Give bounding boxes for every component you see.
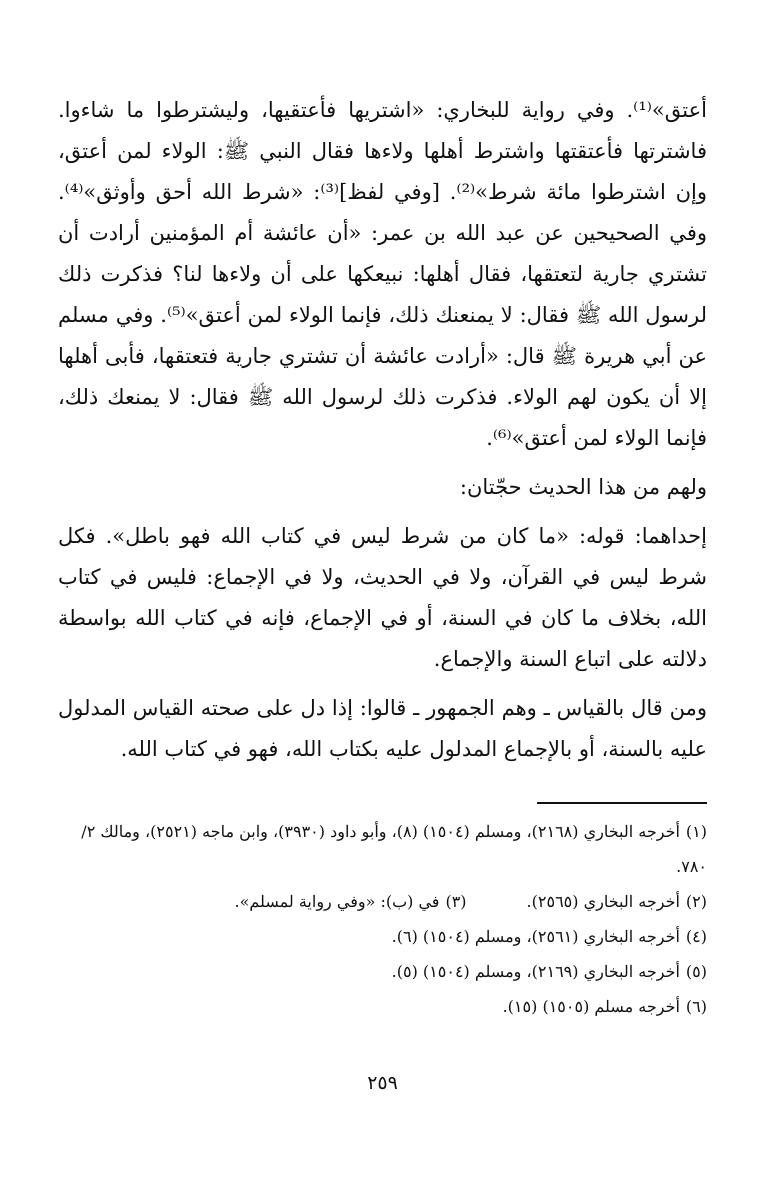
footnote-text: أخرجه البخاري (٢١٦٨)، ومسلم (١٥٠٤) (٨)، وأبو داود (٣٩٣٠)، وابن ماجه (٢٥٢١)، ومالك ٢/ ٧٨٠.	[81, 822, 707, 876]
footnote-3	[235, 884, 467, 919]
footnote-4	[58, 919, 707, 954]
footnote-divider	[537, 802, 707, 804]
footnote-number: (٤)	[685, 927, 707, 946]
footnote-number: (٢)	[685, 892, 707, 911]
footnotes	[58, 814, 707, 1024]
paragraph-qiyas: ومن قال بالقياس ـ وهم الجمهور ـ قالوا: إذا دل على صحته القياس المدلول عليه بالسنة، أو بالإجماع المدلول عليه بكتاب الله، فهو في كتاب الله.	[58, 696, 707, 761]
footnote-text: أخرجه البخاري (٢٥٦١)، ومسلم (١٥٠٤) (٦).	[391, 927, 680, 946]
footnote-text: في (ب): «وفي رواية لمسلم».	[234, 892, 440, 911]
footnote-text: أخرجه البخاري (٢١٦٩)، ومسلم (١٥٠٤) (٥).	[391, 962, 680, 981]
footnote-5	[58, 954, 707, 989]
footnote-6	[58, 989, 707, 1024]
footnote-1	[58, 814, 707, 884]
footnote-text: أخرجه البخاري (٢٥٦٥).	[526, 892, 680, 911]
main-text	[58, 90, 707, 770]
page-number: ٢٥٩	[367, 1072, 398, 1094]
footnote-number: (٣)	[445, 892, 467, 911]
footnote-2	[527, 884, 707, 919]
paragraph-first-argument: إحداهما: قوله: «ما كان من شرط ليس في كتاب الله فهو باطل». فكل شرط ليس في القرآن، ولا في الحديث، ولا في الإجماع: فليس في كتاب الله، بخلاف ما كان في السنة، أو في الإجماع، فإنه في كتاب الله بواسطة دلالته على اتباع السنة والإجماع.	[58, 524, 707, 671]
footnote-row	[58, 884, 707, 919]
footnote-text: أخرجه مسلم (١٥٠٥) (١٥).	[502, 997, 680, 1016]
footnote-number: (٥)	[685, 962, 707, 981]
footnote-number: (١)	[685, 822, 707, 841]
paragraph-two-arguments: ولهم من هذا الحديث حجّتان:	[459, 475, 707, 499]
paragraph-hadith: أعتق»⁽¹⁾. وفي رواية للبخاري: «اشتريها فأعتقيها، وليشترطوا ما شاءوا. فاشترتها فأعتقتها واشترط أهلها ولاءها فقال النبي ﷺ: الولاء لمن أعتق، وإن اشترطوا مائة شرط»⁽²⁾. [وفي لفظ]⁽³⁾: «شرط الله أحق وأوثق»⁽⁴⁾. وفي الصحيحين عن عبد الله بن عمر: «أن عائشة أم المؤمنين أرادت أن تشتري جارية لتعتقها، فقال أهلها: نبيعكها على أن ولاءها لنا؟ فذكرت ذلك لرسول الله ﷺ فقال: لا يمنعنك ذلك، فإنما الولاء لمن أعتق»⁽⁵⁾. وفي مسلم عن أبي هريرة ﷺ قال: «أرادت عائشة أن تشتري جارية فتعتقها، فأبى أهلها إلا أن يكون لهم الولاء. فذكرت ذلك لرسول الله ﷺ فقال: لا يمنعك ذلك، فإنما الولاء لمن أعتق»⁽⁶⁾.	[58, 98, 707, 450]
footnote-number: (٦)	[685, 997, 707, 1016]
